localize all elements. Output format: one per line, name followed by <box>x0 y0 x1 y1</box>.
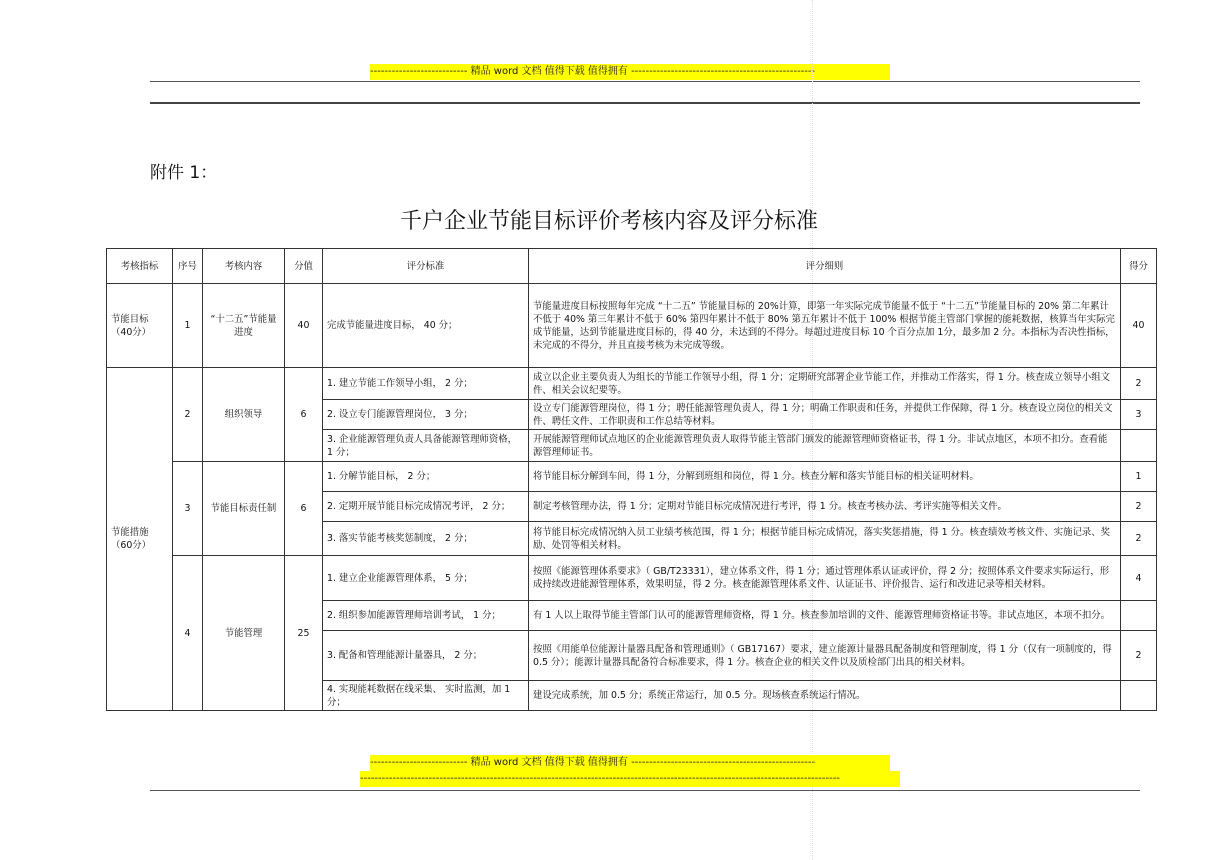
content-cell: 节能管理 <box>203 556 285 711</box>
detail-cell: 将节能目标分解到车间，得 1 分，分解到班组和岗位，得 1 分。核查分解和落实节能目标的相关证明材料。 <box>529 462 1121 492</box>
standard-cell: 完成节能量进度目标， 40 分； <box>323 284 529 368</box>
content-cell: “十二五”节能量进度 <box>203 284 285 368</box>
points-cell: 25 <box>285 556 323 711</box>
seq-cell: 1 <box>173 284 203 368</box>
table-row <box>107 284 1157 368</box>
score-cell: 2 <box>1121 631 1157 681</box>
document-title: 千户企业节能目标评价考核内容及评分标准 <box>399 209 818 234</box>
table-row <box>107 368 1157 400</box>
seq-cell: 4 <box>173 556 203 711</box>
detail-cell: 建设完成系统，加 0.5 分；系统正常运行，加 0.5 分。现场核查系统运行情况。 <box>529 681 1121 711</box>
score-cell <box>1121 601 1157 631</box>
standard-cell: 4. 实现能耗数据在线采集、 实时监测，加 1 分； <box>323 681 529 711</box>
table-header-row <box>107 249 1157 284</box>
score-cell: 1 <box>1121 462 1157 492</box>
detail-cell: 开展能源管理师试点地区的企业能源管理负责人取得节能主管部门颁发的能源管理师资格证书，得 1 分。非试点地区，本项不扣分。查看能源管理师证书。 <box>529 430 1121 462</box>
detail-cell: 按照《能源管理体系要求》（ GB/T23331），建立体系文件，得 1 分；通过管理体系认证或评价，得 2 分；按照体系文件要求实际运行，形成持续改进能源管理体系，效果明显，得 2 分。核查能源管理体系文件、认证证书、评价报告、运行和改进记录等相关材料。 <box>529 556 1121 601</box>
table-row <box>107 462 1157 492</box>
score-cell: 2 <box>1121 522 1157 556</box>
detail-cell: 节能量进度目标按照每年完成 “十二五” 节能量目标的 20%计算，即第一年实际完成节能量不低于 “十二五”节能量目标的 20% 第二年累计不低于 40% 第三年累计不低于 60% 第四年累计不低于 80% 第五年累计不低于 100% 根据节能主管部门掌握的能耗数据，核算当年实际完成节能量，达到节能量进度目标的，得 40 分，未达到的不得分。每超过进度目标 10 个百分点加 1分，最多加 2 分。本指标为否决性指标，未完成的不得分，并且直接考核为未完成等级。 <box>529 284 1121 368</box>
header-indicator: 考核指标 <box>107 249 173 284</box>
footer-rule <box>150 790 1140 791</box>
standard-cell: 3. 落实节能考核奖惩制度， 2 分； <box>323 522 529 556</box>
content-cell: 节能目标责任制 <box>203 462 285 556</box>
standard-cell: 2. 组织参加能源管理师培训考试， 1 分； <box>323 601 529 631</box>
standard-cell: 3. 配备和管理能源计量器具， 2 分； <box>323 631 529 681</box>
detail-cell: 有 1 人以上取得节能主管部门认可的能源管理师资格，得 1 分。核查参加培训的文件、能源管理师资格证书等。非试点地区，本项不扣分。 <box>529 601 1121 631</box>
footer-banner: --------------------------- 精品 word 文档 值得下载 值得拥有 --------------------------------------------------- <box>370 755 890 771</box>
score-cell: 2 <box>1121 368 1157 400</box>
standard-cell: 2. 设立专门能源管理岗位， 3 分； <box>323 400 529 430</box>
header-rule <box>150 81 1140 82</box>
attachment-label: 附件 1： <box>150 163 218 183</box>
footer-dashes: ------------------------------------------------------------------------------------------------------------------------------------- <box>360 771 900 787</box>
detail-cell: 成立以企业主要负责人为组长的节能工作领导小组，得 1 分；定期研究部署企业节能工作，并推动工作落实，得 1 分。核查成立领导小组文件、相关会议纪要等。 <box>529 368 1121 400</box>
standard-cell: 2. 定期开展节能目标完成情况考评， 2 分； <box>323 492 529 522</box>
detail-cell: 按照《用能单位能源计量器具配备和管理通则》（ GB17167）要求，建立能源计量器具配备制度和管理制度，得 1 分（仅有一项制度的，得 0.5 分）；能源计量器具配备符合标准要求，得 1 分。核查企业的相关文件以及质检部门出具的相关材料。 <box>529 631 1121 681</box>
points-cell: 40 <box>285 284 323 368</box>
score-cell <box>1121 681 1157 711</box>
indicator-cell: 节能措施（60分） <box>107 368 173 711</box>
header-points: 分值 <box>285 249 323 284</box>
scoring-table <box>106 248 1157 711</box>
indicator-cell: 节能目标（40分） <box>107 284 173 368</box>
header-banner: --------------------------- 精品 word 文档 值得下载 值得拥有 --------------------------------------------------- <box>370 64 890 80</box>
standard-cell: 3. 企业能源管理负责人具备能源管理师资格， 1 分； <box>323 430 529 462</box>
content-cell: 组织领导 <box>203 368 285 462</box>
header-seq: 序号 <box>173 249 203 284</box>
score-cell: 4 <box>1121 556 1157 601</box>
header-score: 得分 <box>1121 249 1157 284</box>
score-cell: 3 <box>1121 400 1157 430</box>
score-cell <box>1121 430 1157 462</box>
header-standard: 评分标准 <box>323 249 529 284</box>
standard-cell: 1. 建立节能工作领导小组， 2 分； <box>323 368 529 400</box>
header-rule-thick <box>150 102 1140 104</box>
points-cell: 6 <box>285 368 323 462</box>
seq-cell: 3 <box>173 462 203 556</box>
seq-cell: 2 <box>173 368 203 462</box>
detail-cell: 设立专门能源管理岗位，得 1 分；聘任能源管理负责人，得 1 分；明确工作职责和任务，并提供工作保障，得 1 分。核查设立岗位的相关文件、聘任文件、工作职责和工作总结等材料。 <box>529 400 1121 430</box>
table-row <box>107 556 1157 601</box>
detail-cell: 将节能目标完成情况纳入员工业绩考核范围，得 1 分；根据节能目标完成情况，落实奖惩措施，得 1 分。核查绩效考核文件、实施记录、奖励、处罚等相关材料。 <box>529 522 1121 556</box>
standard-cell: 1. 建立企业能源管理体系， 5 分； <box>323 556 529 601</box>
standard-cell: 1. 分解节能目标， 2 分； <box>323 462 529 492</box>
detail-cell: 制定考核管理办法，得 1 分；定期对节能目标完成情况进行考评，得 1 分。核查考核办法、考评实施等相关文件。 <box>529 492 1121 522</box>
header-detail: 评分细则 <box>529 249 1121 284</box>
score-cell: 40 <box>1121 284 1157 368</box>
header-content: 考核内容 <box>203 249 285 284</box>
score-cell: 2 <box>1121 492 1157 522</box>
points-cell: 6 <box>285 462 323 556</box>
